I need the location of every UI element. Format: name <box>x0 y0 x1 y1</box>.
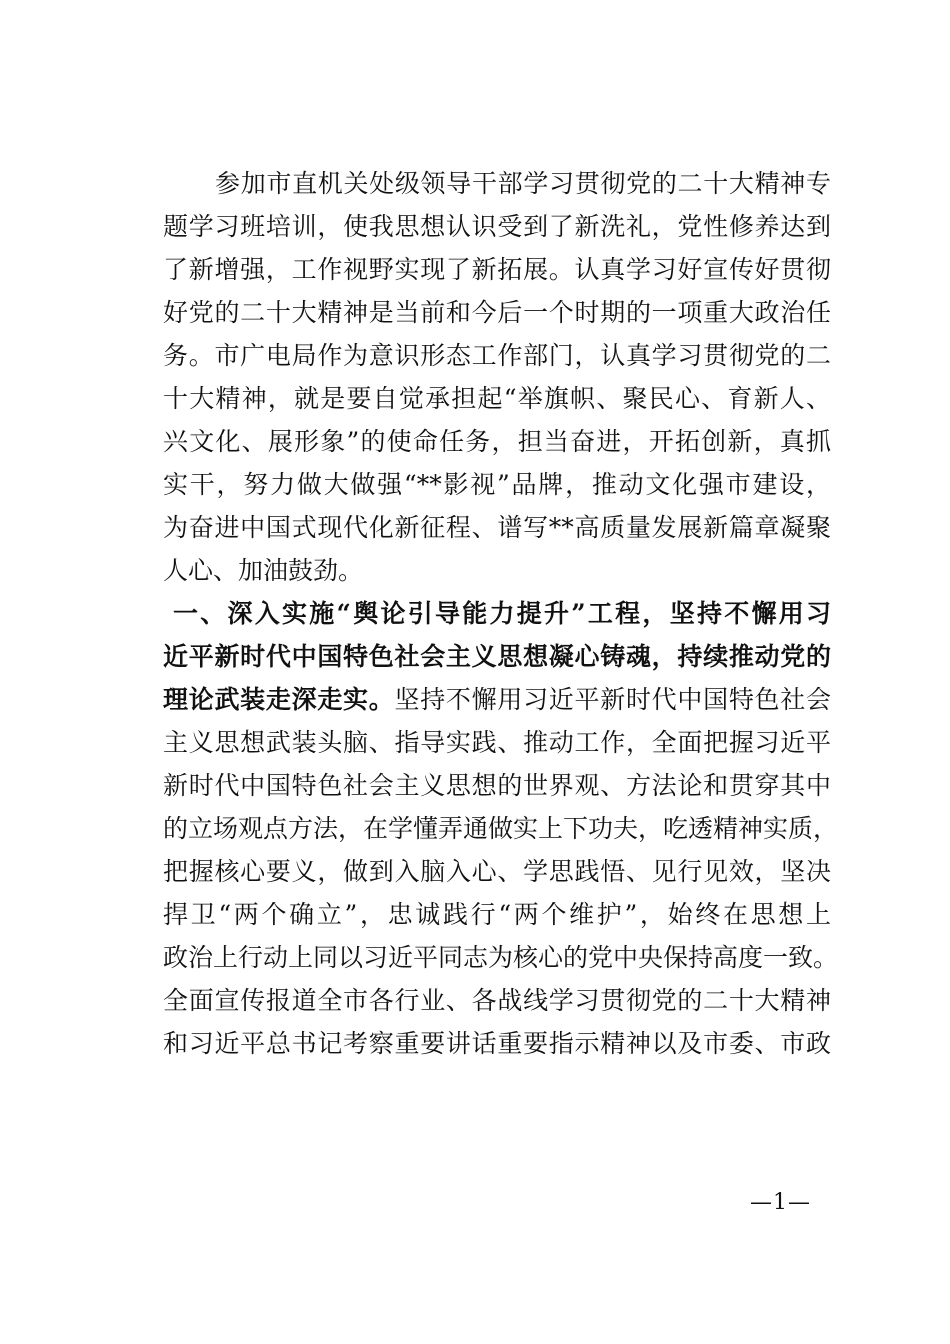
text-line: 实干，努力做大做强“**影视”品牌，推动文化强市建设， <box>163 470 831 499</box>
text-line: 了新增强，工作视野实现了新拓展。认真学习好宣传好贯彻 <box>163 255 831 284</box>
section-1 <box>163 592 839 1065</box>
text-line: 全面宣传报道全市各行业、各战线学习贯彻党的二十大精神 <box>163 986 831 1015</box>
text-line: 题学习班培训，使我思想认识受到了新洗礼，党性修养达到 <box>163 212 831 241</box>
section-heading-line: 一、深入实施“舆论引导能力提升”工程，坚持不懈用习 <box>173 599 831 628</box>
text-line: 和习近平总书记考察重要讲话重要指示精神以及市委、市政 <box>163 1029 831 1058</box>
text-line: 的立场观点方法，在学懂弄通做实上下功夫，吃透精神实质， <box>163 814 839 843</box>
text-line: 参加市直机关处级领导干部学习贯彻党的二十大精神专 <box>215 169 831 198</box>
section-heading-line: 近平新时代中国特色社会主义思想凝心铸魂，持续推动党的 <box>163 642 831 671</box>
page-number: —1— <box>750 1190 811 1215</box>
text-line: 主义思想武装头脑、指导实践、推动工作，全面把握习近平 <box>163 728 831 757</box>
text-line: 把握核心要义，做到入脑入心、学思践悟、见行见效，坚决 <box>163 857 831 886</box>
text-line: 为奋进中国式现代化新征程、谱写**高质量发展新篇章凝聚 <box>163 513 831 542</box>
text-line: 务。市广电局作为意识形态工作部门，认真学习贯彻党的二 <box>163 341 831 370</box>
intro-paragraph <box>163 162 831 592</box>
text-line: 人心、加油鼓劲。 <box>163 556 364 585</box>
text-line: 捍卫“两个确立”，忠诚践行“两个维护”，始终在思想上 <box>163 900 831 929</box>
text-line: 十大精神，就是要自觉承担起“举旗帜、聚民心、育新人、 <box>163 384 831 413</box>
text-line: 新时代中国特色社会主义思想的世界观、方法论和贯穿其中 <box>163 771 831 800</box>
section-body-start: 坚持不懈用习近平新时代中国特色社会 <box>394 685 831 714</box>
text-line: 兴文化、展形象”的使命任务，担当奋进，开拓创新，真抓 <box>163 427 831 456</box>
text-line: 好党的二十大精神是当前和今后一个时期的一项重大政治任 <box>163 298 831 327</box>
text-line: 政治上行动上同以习近平同志为核心的党中央保持高度一致。 <box>163 943 839 972</box>
text-line <box>163 678 831 721</box>
section-heading-tail: 理论武装走深走实。 <box>163 685 395 714</box>
document-body <box>163 162 839 1065</box>
